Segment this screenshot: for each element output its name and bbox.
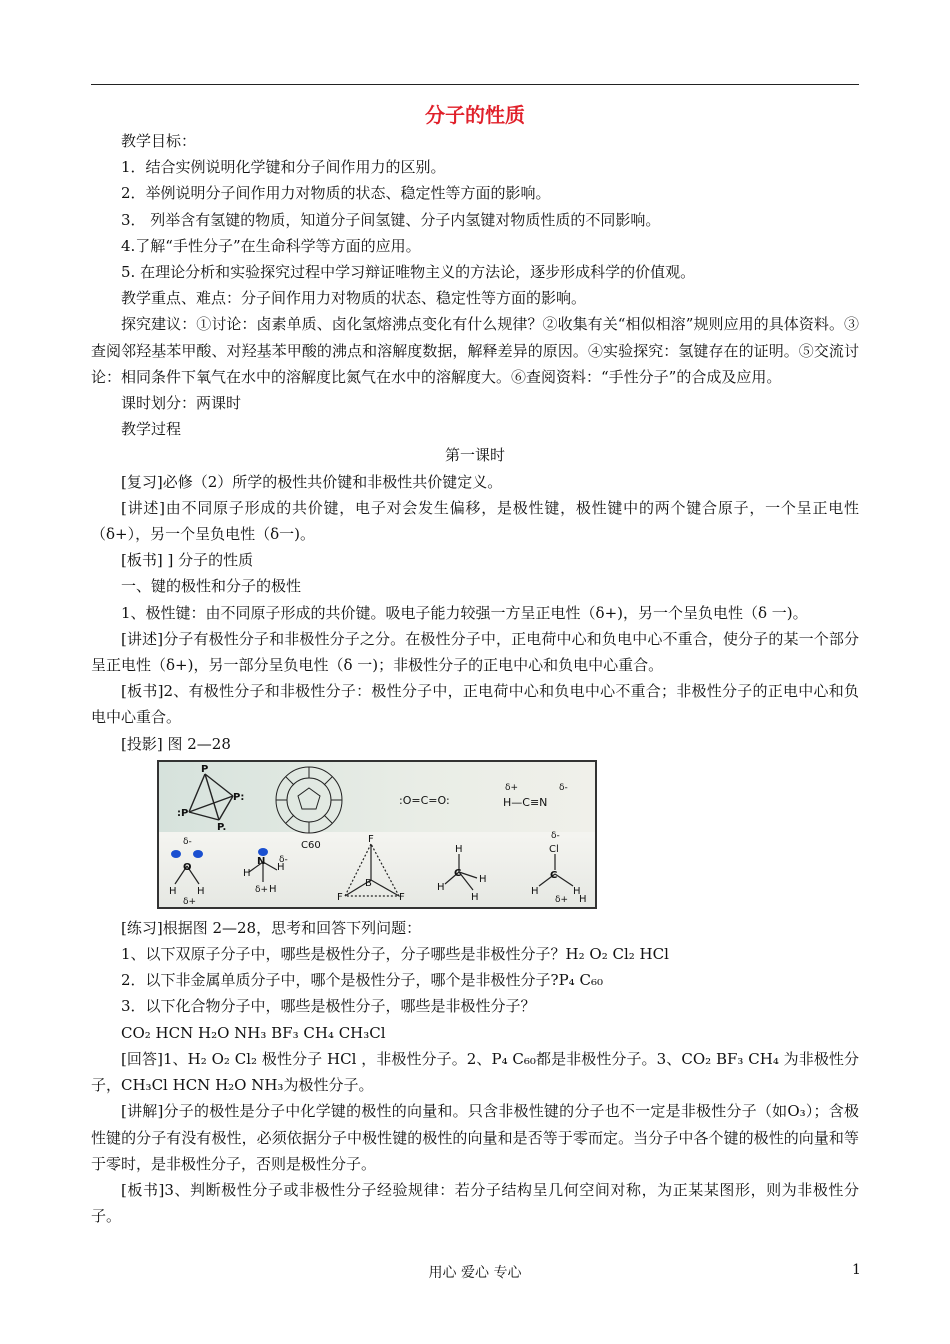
paragraph: [讲解]分子的极性是分子中化学键的极性的向量和。只含非极性键的分子也不一定是非极性分子（如O₃）；含极性键的分子有没有极性，必须依据分子中极性键的极性的向量和是否等于零而定。当分子中各个键的极性的向量和等于零时，是非极性分子，否则是极性分子。: [91, 1102, 859, 1173]
svg-text:H: H: [197, 885, 205, 897]
svg-text:δ+: δ+: [183, 896, 197, 907]
p4-molecule: [189, 774, 233, 820]
c60-molecule: [276, 767, 342, 833]
svg-text:O: O: [183, 861, 192, 873]
hcn-label: H—C≡N: [503, 795, 548, 809]
svg-text:δ-: δ-: [279, 854, 288, 865]
paragraph: 3． 列举含有氢键的物质，知道分子间氢键、分子内氢键对物质性质的不同影响。: [121, 210, 661, 229]
page-footer: 用心 爱心 专心: [428, 1265, 522, 1281]
paragraph: [投影] 图 2—28: [121, 734, 231, 753]
svg-text:P.: P.: [217, 821, 227, 833]
paragraph: [讲述]分子有极性分子和非极性分子之分。在极性分子中，正电荷中心和负电中心不重合，使分子的某一个部分呈正电性（δ+)，另一部分呈负电性（δ 一)；非极性分子的正电中心和负电中心重合。: [91, 629, 859, 675]
svg-text:C: C: [454, 867, 462, 879]
svg-text:B: B: [365, 877, 372, 889]
svg-text:H: H: [243, 867, 251, 879]
paragraph: 1．结合实例说明化学键和分子间作用力的区别。: [121, 158, 446, 177]
paragraph: CO₂ HCN H₂O NH₃ BF₃ CH₄ CH₃Cl: [121, 1023, 386, 1042]
paragraph: 教学重点、难点：分子间作用力对物质的状态、稳定性等方面的影响。: [121, 289, 587, 308]
svg-text:P: P: [201, 763, 209, 775]
molecule-figure: [157, 760, 597, 909]
svg-text:C: C: [550, 869, 558, 881]
paragraph: [回答]1、H₂ O₂ Cl₂ 极性分子 HCl ，非极性分子。2、P₄ C₆₀都是非极性分子。3、CO₂ BF₃ CH₄ 为非极性分子，CH₃Cl HCN H₂O NH₃为极性分子。: [91, 1049, 859, 1095]
svg-text:H: H: [437, 881, 445, 893]
paragraph: 1、极性键：由不同原子形成的共价键。吸电子能力较强一方呈正电性（δ+)，另一个呈负电性（δ 一)。: [121, 603, 808, 622]
svg-text:δ+: δ+: [255, 884, 269, 895]
paragraph: [板书]2、有极性分子和非极性分子：极性分子中，正电荷中心和负电中心不重合；非极性分子的正电中心和负电中心重合。: [91, 682, 859, 727]
page-number: 1: [852, 1262, 861, 1278]
svg-text:H: H: [573, 885, 581, 897]
svg-text:H: H: [579, 893, 587, 905]
paragraph: [板书]3、判断极性分子或非极性分子经验规律：若分子结构呈几何空间对称，为正某某图形，则为非极性分子。: [91, 1180, 859, 1226]
svg-text:δ+: δ+: [555, 894, 569, 905]
paragraph: 5. 在理论分析和实验探究过程中学习辩证唯物主义的方法论，逐步形成科学的价值观。: [121, 263, 696, 282]
top-rule: [91, 84, 859, 85]
svg-text:H: H: [479, 873, 487, 885]
c60-label: C60: [301, 839, 321, 851]
svg-text:N: N: [257, 855, 266, 867]
svg-text:F: F: [399, 891, 405, 903]
svg-text:H: H: [269, 883, 277, 895]
svg-text:H: H: [531, 885, 539, 897]
paragraph: 2．以下非金属单质分子中，哪个是极性分子，哪个是非极性分子?P₄ C₆₀: [121, 971, 603, 990]
svg-text:F: F: [368, 833, 374, 845]
paragraph: 课时划分：两课时: [121, 394, 242, 413]
svg-text:δ-: δ-: [551, 830, 560, 841]
svg-text:δ+: δ+: [505, 782, 519, 793]
section-heading: 第一课时: [444, 446, 505, 465]
paragraph: 教学过程: [121, 420, 182, 439]
bf3-molecule: [345, 844, 399, 896]
svg-text::P: :P: [177, 807, 189, 819]
svg-text:H: H: [169, 885, 177, 897]
document-body: [91, 128, 859, 1229]
paragraph: [复习]必修（2）所学的极性共价键和非极性共价键定义。: [121, 472, 503, 491]
svg-text:Cl: Cl: [549, 843, 559, 855]
svg-text:H: H: [455, 843, 463, 855]
svg-text:F: F: [337, 891, 343, 903]
paragraph: 探究建议：①讨论：卤素单质、卤化氢熔沸点变化有什么规律？②收集有关“相似相溶”规则应用的具体资料。③查阅邻羟基苯甲酸、对羟基苯甲酸的沸点和溶解度数据，解释差异的原因。④实验探究：氢键存在的证明。⑤交流讨论：相同条件下氧气在水中的溶解度比氮气在水中的溶解度大。⑥查阅资料：“手性分子”的合成及应用。: [91, 315, 859, 386]
paragraph: 2．举例说明分子间作用力对物质的状态、稳定性等方面的影响。: [121, 184, 551, 203]
paragraph: [练习]根据图 2—28，思考和回答下列问题：: [121, 918, 422, 937]
svg-text:H: H: [277, 861, 285, 873]
svg-text:P:: P:: [233, 791, 245, 803]
paragraph: 一、键的极性和分子的极性: [121, 577, 302, 596]
svg-text:δ-: δ-: [183, 836, 192, 847]
svg-text:δ-: δ-: [559, 782, 568, 793]
page-title: 分子的性质: [425, 103, 525, 127]
paragraph: 教学目标：: [121, 132, 197, 150]
paragraph: [讲述]由不同原子形成的共价键，电子对会发生偏移，是极性键，极性键中的两个键合原子，一个呈正电性（δ+），另一个呈负电性（δ一)。: [91, 498, 859, 544]
svg-text:H: H: [471, 891, 479, 903]
paragraph: 1、以下双原子分子中，哪些是极性分子，分子哪些是非极性分子？H₂ O₂ Cl₂ HCl: [121, 945, 669, 964]
paragraph: 4.了解“手性分子”在生命科学等方面的应用。: [121, 236, 421, 255]
paragraph: [板书] ] 分子的性质: [121, 551, 254, 570]
paragraph: 3．以下化合物分子中，哪些是极性分子，哪些是非极性分子？: [121, 997, 536, 1016]
co2-label: :O=C=O:: [399, 793, 450, 807]
